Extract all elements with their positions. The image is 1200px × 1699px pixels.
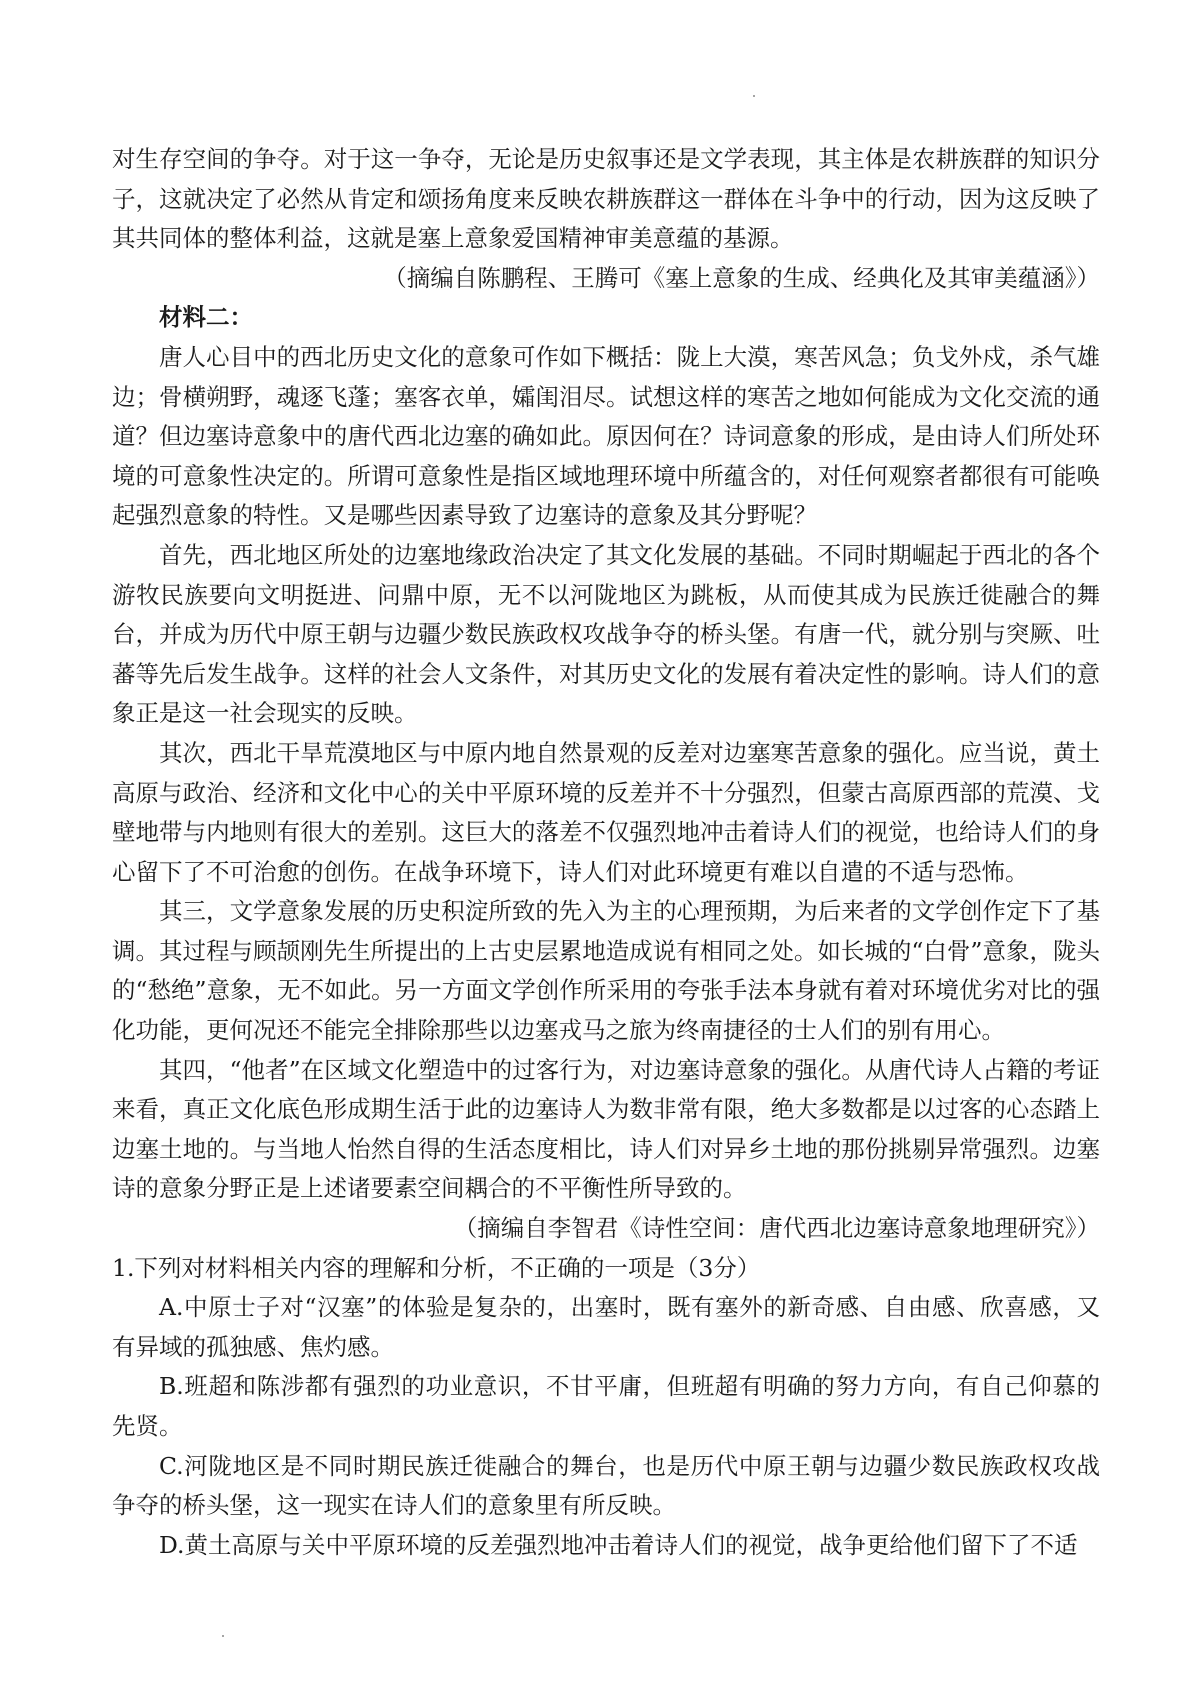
question-1-option-b: B.班超和陈涉都有强烈的功业意识，不甘平庸，但班超有明确的努力方向，有自己仰慕的先贤。 (112, 1372, 1100, 1440)
question-1-option-a: A.中原士子对“汉塞”的体验是复杂的，出塞时，既有塞外的新奇感、自由感、欣喜感，又有异域的孤独感、焦灼感。 (112, 1293, 1100, 1361)
material-2-paragraph: 唐人心目中的西北历史文化的意象可作如下概括：陇上大漠，寒苦风急；负戈外戍，杀气雄边；骨横朔野，魂逐飞蓬；塞客衣单，孀闺泪尽。试想这样的寒苦之地如何能成为文化交流的通道？但边塞诗意象中的唐代西北边塞的确如此。原因何在？诗词意象的形成，是由诗人们所处环境的可意象性决定的。所谓可意象性是指区域地理环境中所蕴含的，对任何观察者都很有可能唤起强烈意象的特性。又是哪些因素导致了边塞诗的意象及其分野呢？ (112, 342, 1100, 530)
material-2-paragraph: 其次，西北干旱荒漠地区与中原内地自然景观的反差对边塞寒苦意象的强化。应当说，黄土高原与政治、经济和文化中心的关中平原环境的反差并不十分强烈，但蒙古高原西部的荒漠、戈壁地带与内地则有很大的差别。这巨大的落差不仅强烈地冲击着诗人们的视觉，也给诗人们的身心留下了不可治愈的创伤。在战争环境下，诗人们对此环境更有难以自遣的不适与恐怖。 (112, 738, 1100, 886)
page-content (112, 140, 1100, 1565)
question-1-stem: 1.下列对材料相关内容的理解和分析，不正确的一项是（3分） (112, 1253, 761, 1282)
source-citation-1: （摘编自陈鹏程、王腾可《塞上意象的生成、经典化及其审美蕴涵》） (383, 263, 1100, 292)
intro-paragraph: 对生存空间的争夺。对于这一争夺，无论是历史叙事还是文学表现，其主体是农耕族群的知识分子，这就决定了必然从肯定和颂扬角度来反映农耕族群这一群体在斗争中的行动，因为这反映了其共同体的整体利益，这就是塞上意象爱国精神审美意蕴的基源。 (112, 145, 1100, 253)
material-2-paragraph: 其四，“他者”在区域文化塑造中的过客行为，对边塞诗意象的强化。从唐代诗人占籍的考证来看，真正文化底色形成期生活于此的边塞诗人为数非常有限，绝大多数都是以过客的心态踏上边塞土地的。与当地人怡然自得的生活态度相比，诗人们对异乡土地的那份挑剔异常强烈。边塞诗的意象分野正是上述诸要素空间耦合的不平衡性所导致的。 (112, 1055, 1100, 1203)
question-1-option-d: D.黄土高原与关中平原环境的反差强烈地冲击着诗人们的视觉，战争更给他们留下了不适 (159, 1530, 1078, 1559)
scan-speck (753, 95, 755, 97)
source-citation-2: （摘编自李智君《诗性空间：唐代西北边塞诗意象地理研究》） (453, 1214, 1100, 1243)
question-1-option-c: C.河陇地区是不同时期民族迁徙融合的舞台，也是历代中原王朝与边疆少数民族政权攻战争夺的桥头堡，这一现实在诗人们的意象里有所反映。 (112, 1451, 1100, 1520)
material-2-paragraph: 首先，西北地区所处的边塞地缘政治决定了其文化发展的基础。不同时期崛起于西北的各个游牧民族要向文明挺进、问鼎中原，无不以河陇地区为跳板，从而使其成为民族迁徙融合的舞台，并成为历代中原王朝与边疆少数民族政权攻战争夺的桥头堡。有唐一代，就分别与突厥、吐蕃等先后发生战争。这样的社会人文条件，对其历史文化的发展有着决定性的影响。诗人们的意象正是这一社会现实的反映。 (112, 540, 1100, 728)
material-2-paragraph: 其三，文学意象发展的历史积淀所致的先入为主的心理预期，为后来者的文学创作定下了基调。其过程与顾颉刚先生所提出的上古史层累地造成说有相同之处。如长城的“白骨”意象，陇头的“愁绝”意象，无不如此。另一方面文学创作所采用的夸张手法本身就有着对环境优劣对比的强化功能，更何况还不能完全排除那些以边塞戎马之旅为终南捷径的士人们的别有用心。 (112, 897, 1100, 1045)
material-2-heading: 材料二： (159, 303, 253, 332)
scan-speck (222, 1635, 224, 1637)
